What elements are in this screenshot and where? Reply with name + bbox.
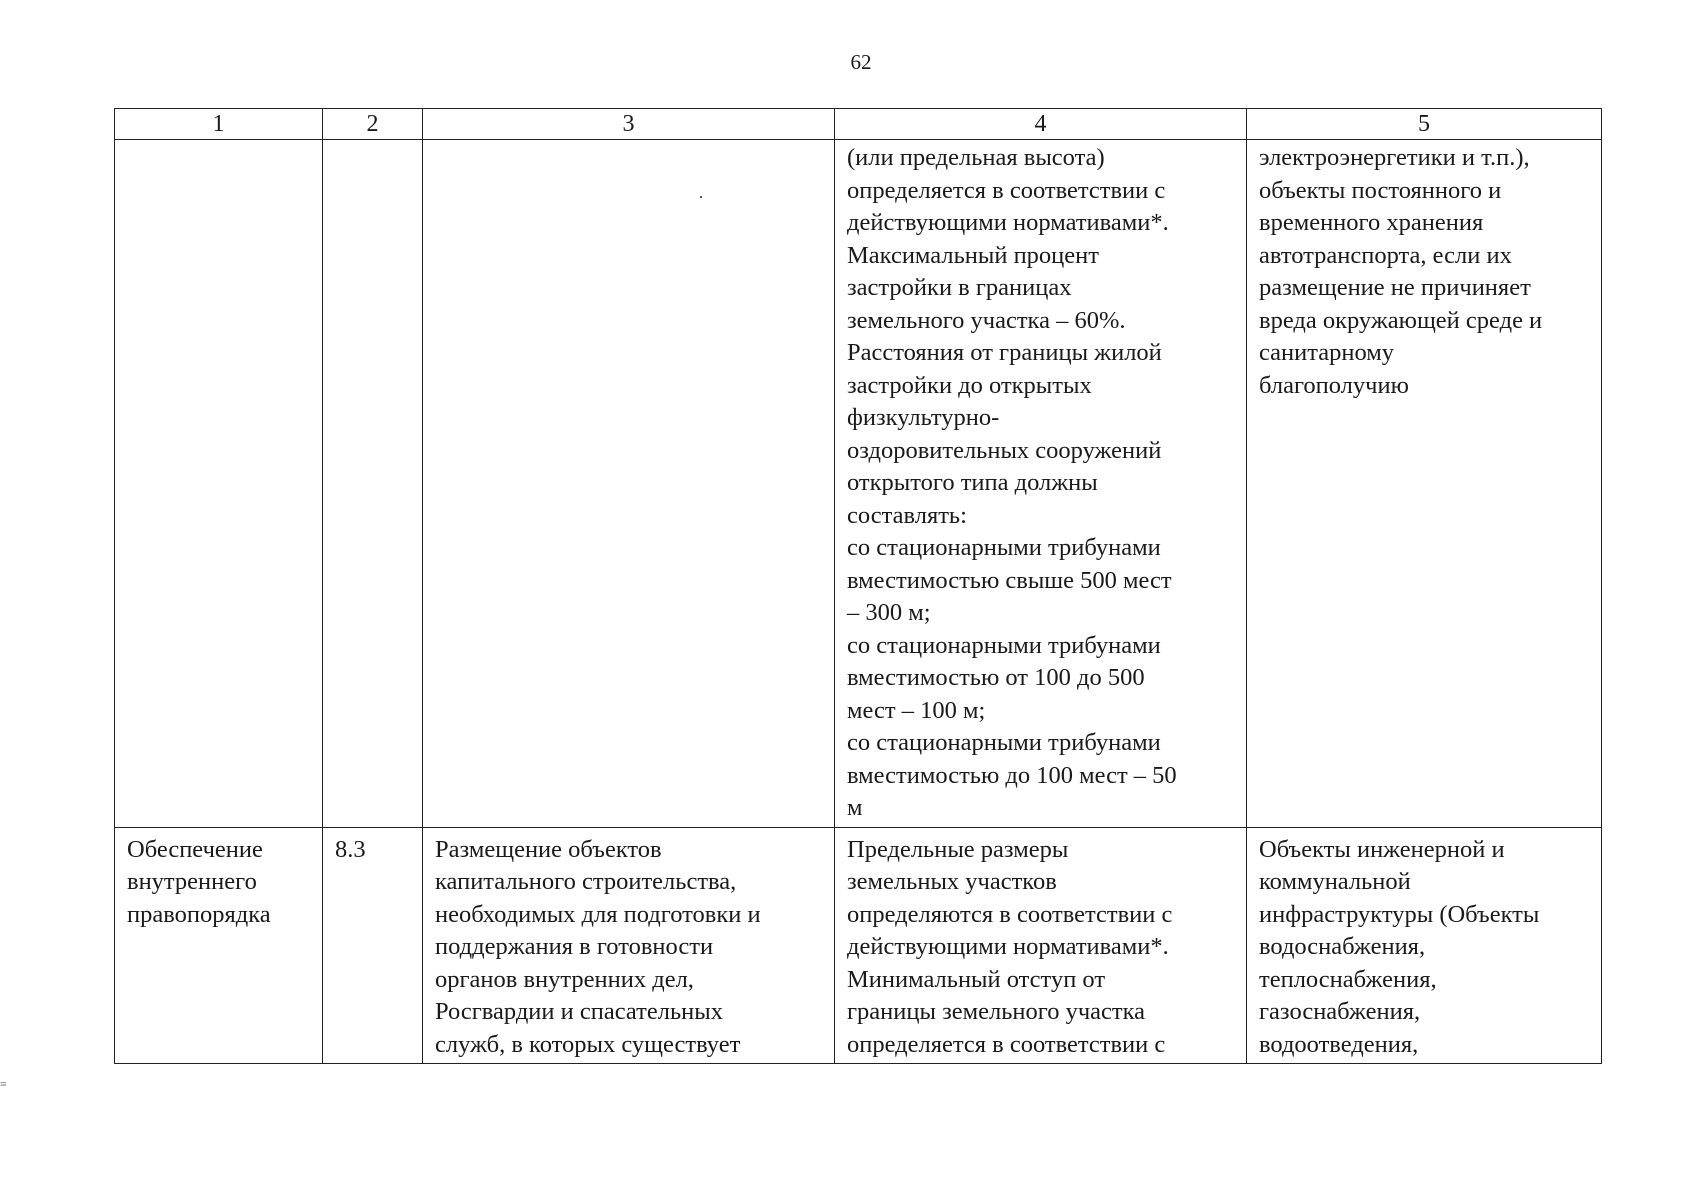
cell-parameters: Предельные размеры земельных участков определяются в соответствии с действующими нормативами*. Минимальный отступ от границы земельного участка определяется в соответствии с (835, 827, 1247, 1064)
cell-code (323, 140, 423, 828)
cell-ancillary-uses: Объекты инженерной и коммунальной инфраструктуры (Объекты водоснабжения, теплоснабжения, газоснабжения, водоотведения, (1247, 827, 1602, 1064)
cell-code: 8.3 (323, 827, 423, 1064)
cell-parameters: (или предельная высота) определяется в соответствии с действующими нормативами*. Максимальный процент застройки в границах земельного участка – 60%. Расстояния от границы жилой застройки до открытых физкультурно- оздоровительных сооружений открытого типа должны составлять: со стационарными трибунами вместимостью свыше 500 мест – 300 м; со стационарными трибунами вместимостью от 100 до 500 мест – 100 м; со стационарными трибунами вместимостью до 100 мест – 50 м (835, 140, 1247, 828)
table-row-internal-order (115, 827, 1602, 1064)
table-row-continuation (115, 140, 1602, 828)
header-col-3: 3 (423, 109, 835, 140)
binding-margin-mark: ≡ (0, 1082, 7, 1091)
cell-use-type (115, 140, 323, 828)
cell-ancillary-uses: электроэнергетики и т.п.), объекты постоянного и временного хранения автотранспорта, если их размещение не причиняет вреда окружающей среде и санитарному благополучию (1247, 140, 1602, 828)
header-col-1: 1 (115, 109, 323, 140)
cell-description: Размещение объектов капитального строительства, необходимых для подготовки и поддержания в готовности органов внутренних дел, Росгвардии и спасательных служб, в которых существует (423, 827, 835, 1064)
header-col-2: 2 (323, 109, 423, 140)
header-col-5: 5 (1247, 109, 1602, 140)
regulation-table (114, 108, 1602, 1064)
header-col-4: 4 (835, 109, 1247, 140)
cell-use-type: Обеспечение внутреннего правопорядка (115, 827, 323, 1064)
table-header-row (115, 109, 1602, 140)
page-number: 62 (850, 50, 872, 74)
cell-description (423, 140, 835, 828)
